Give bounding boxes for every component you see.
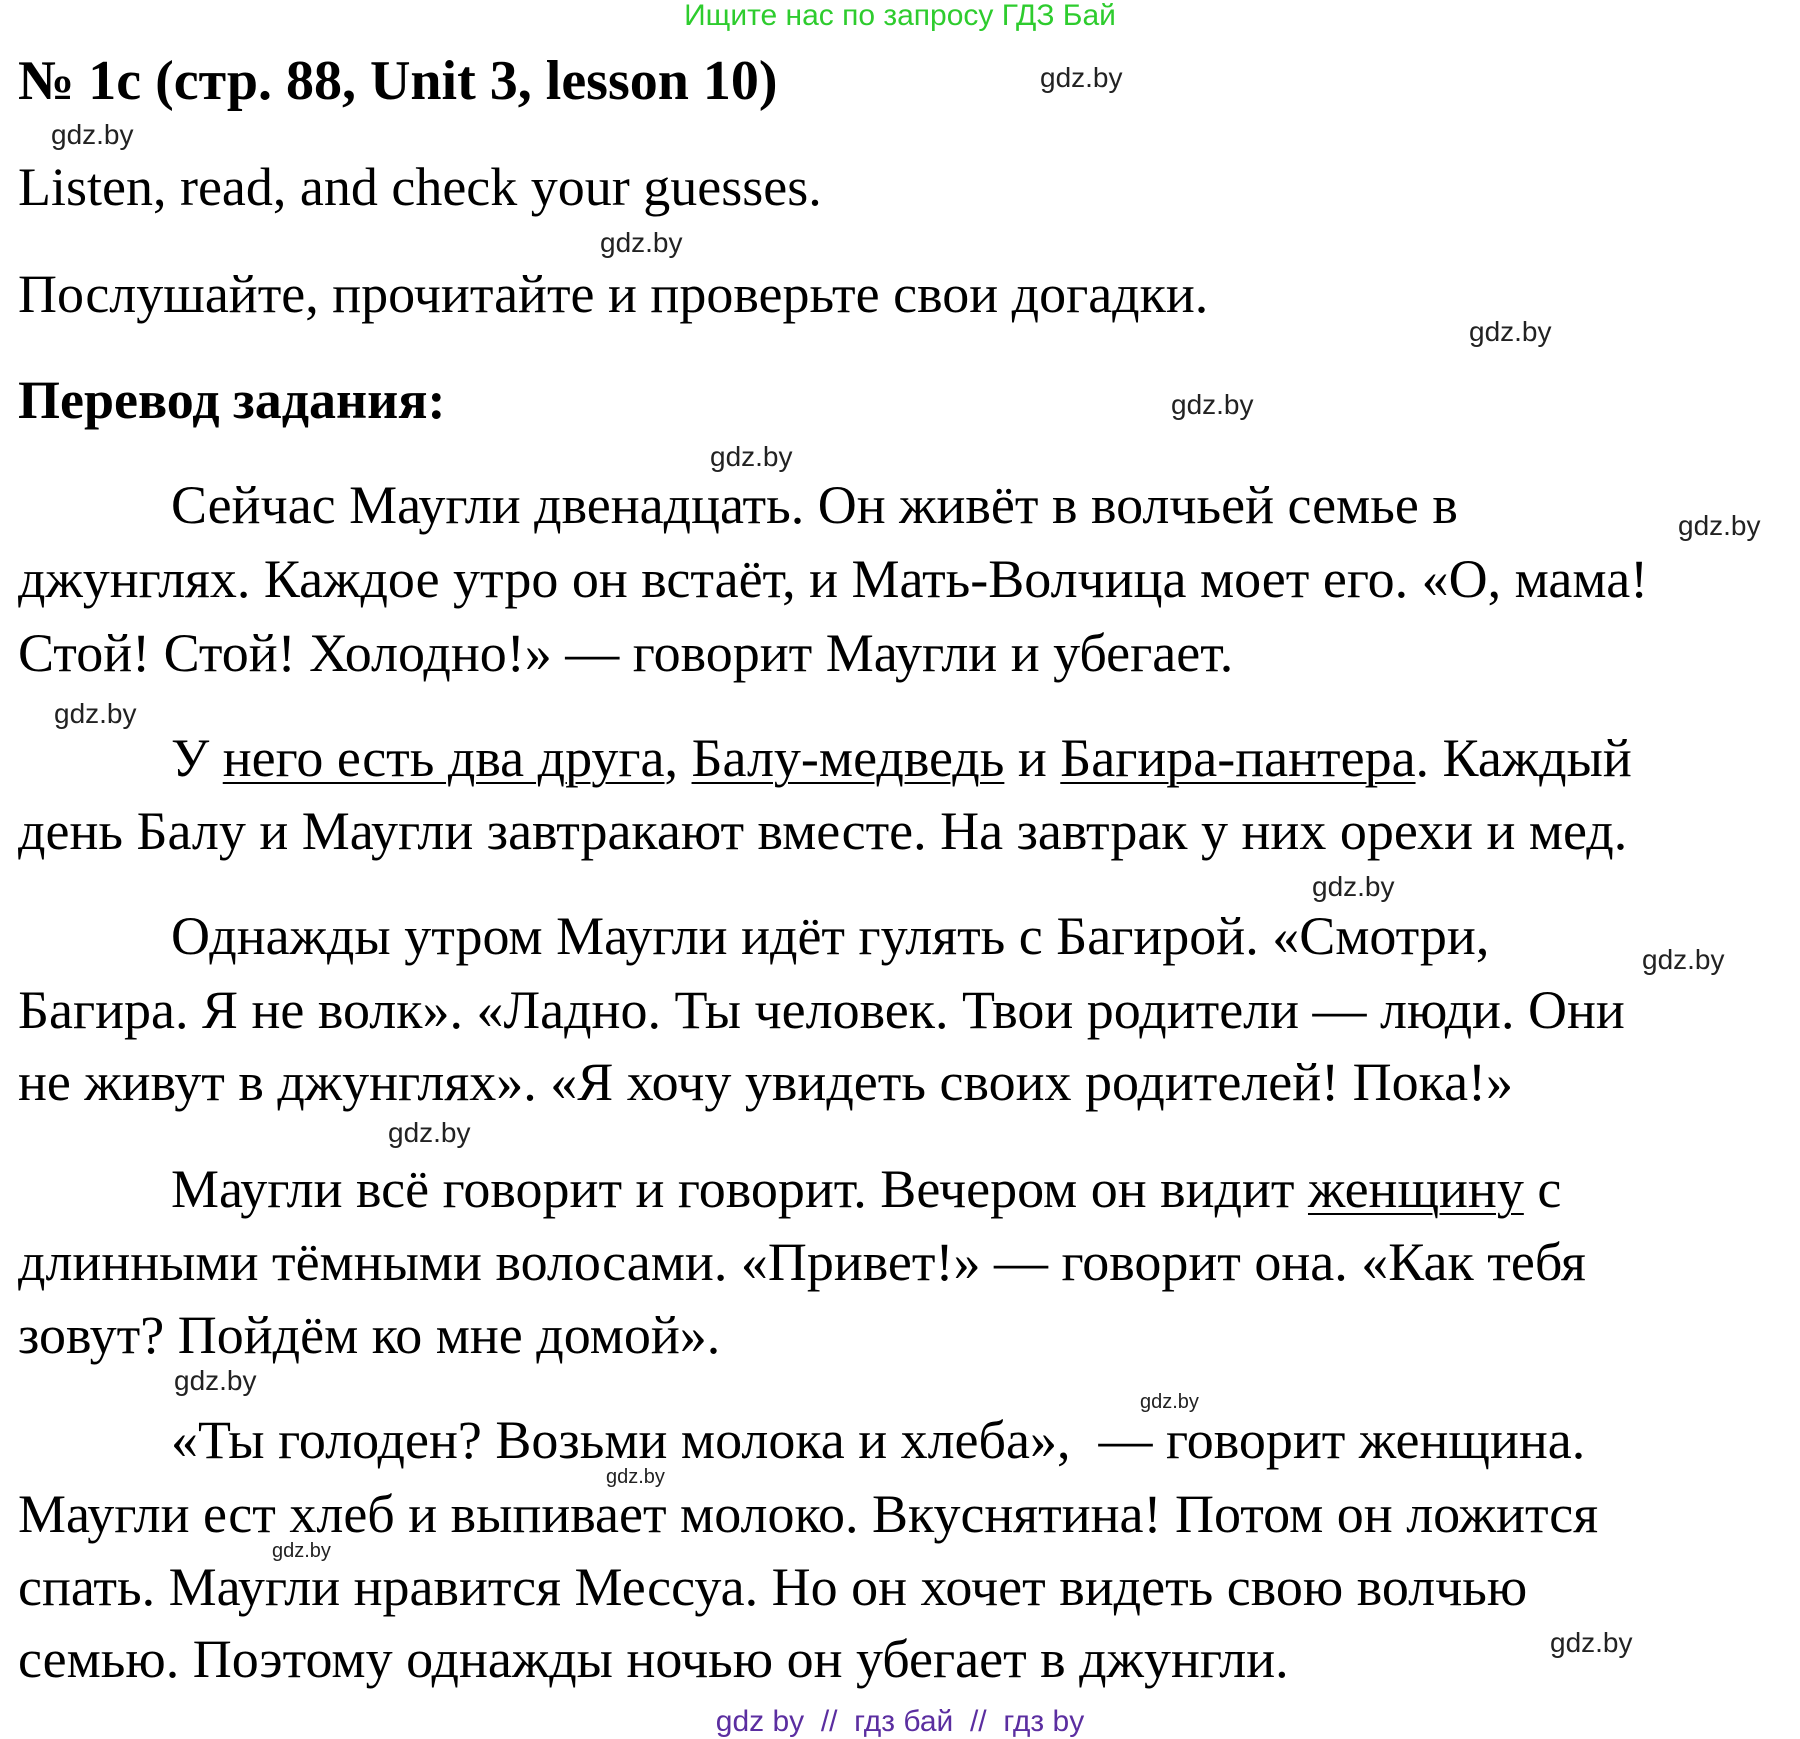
task-english: Listen, read, and check your guesses.: [18, 157, 822, 217]
task-russian: Послушайте, прочитайте и проверьте свои догадки.: [18, 264, 1209, 324]
text-line: Стой! Стой! Холодно!» — говорит Маугли и убегает.: [18, 623, 1234, 683]
text-segment: Маугли всё говорит и говорит. Вечером он видит: [171, 1159, 1308, 1219]
underlined-phrase: него есть два друга: [222, 728, 665, 788]
text-segment: ,: [664, 728, 692, 788]
section-heading: Перевод задания:: [18, 370, 446, 430]
text-line: джунглях. Каждое утро он встаёт, и Мать-Волчица моет его. «О, мама!: [18, 549, 1649, 609]
watermark: gdz.by: [710, 441, 793, 472]
text-line: [171, 1410, 1586, 1470]
text-line: [171, 1159, 1562, 1219]
text-line: не живут в джунглях». «Я хочу увидеть своих родителей! Пока!»: [18, 1052, 1514, 1112]
text-line: длинными тёмными волосами. «Привет!» — говорит она. «Как тебя: [18, 1232, 1586, 1292]
text-line: семью. Поэтому однажды ночью он убегает в джунгли.: [18, 1629, 1289, 1689]
search-banner: Ищите нас по запросу ГДЗ Бай: [684, 0, 1116, 32]
text-segment: У: [171, 728, 223, 788]
watermark: gdz.by: [1140, 1391, 1199, 1413]
watermark: gdz.by: [51, 119, 134, 150]
text-line: зовут? Пойдём ко мне домой».: [18, 1305, 721, 1365]
text-segment: говорит женщина.: [1152, 1410, 1586, 1470]
text-line: Однажды утром Маугли идёт гулять с Багирой. «Смотри,: [171, 906, 1490, 966]
text-segment: —: [1098, 1410, 1153, 1470]
underlined-phrase: женщину: [1307, 1159, 1524, 1219]
text-line: Маугли ест хлеб и выпивает молоко. Вкуснятина! Потом он ложится: [18, 1484, 1599, 1544]
watermark: gdz.by: [272, 1540, 331, 1562]
watermark: gdz.by: [600, 227, 683, 258]
watermark: gdz.by: [606, 1466, 665, 1488]
text-line: день Балу и Маугли завтракают вместе. На завтрак у них орехи и мед.: [18, 801, 1628, 861]
watermark: gdz.by: [1312, 871, 1395, 902]
text-line: спать. Маугли нравится Мессуа. Но он хочет видеть свою волчью: [18, 1557, 1528, 1617]
watermark: gdz.by: [54, 698, 137, 729]
watermark: gdz.by: [1469, 316, 1552, 347]
watermark: gdz.by: [1040, 62, 1123, 93]
text-segment: . Каждый: [1415, 728, 1632, 788]
text-segment: и: [1004, 728, 1061, 788]
text-line: [171, 728, 1632, 788]
page-title: № 1c (стр. 88, Unit 3, lesson 10): [18, 50, 778, 112]
watermark: gdz.by: [1678, 510, 1761, 541]
text-line: Багира. Я не волк». «Ладно. Ты человек. Твои родители — люди. Они: [18, 980, 1625, 1040]
watermark: gdz.by: [1550, 1627, 1633, 1658]
underlined-phrase: Багира-пантера: [1060, 728, 1416, 788]
text-segment: с: [1523, 1159, 1562, 1219]
text-line: Сейчас Маугли двенадцать. Он живёт в волчьей семье в: [171, 475, 1458, 535]
watermark: gdz.by: [174, 1365, 257, 1396]
watermark: gdz.by: [388, 1117, 471, 1148]
watermark: gdz.by: [1642, 944, 1725, 975]
watermark: gdz.by: [1171, 389, 1254, 420]
text-segment: «Ты голоден? Возьми молока и хлеба»,: [171, 1410, 1071, 1470]
footer-links: gdz by // гдз бай // гдз by: [715, 1705, 1085, 1738]
underlined-phrase: Балу-медведь: [691, 728, 1005, 788]
